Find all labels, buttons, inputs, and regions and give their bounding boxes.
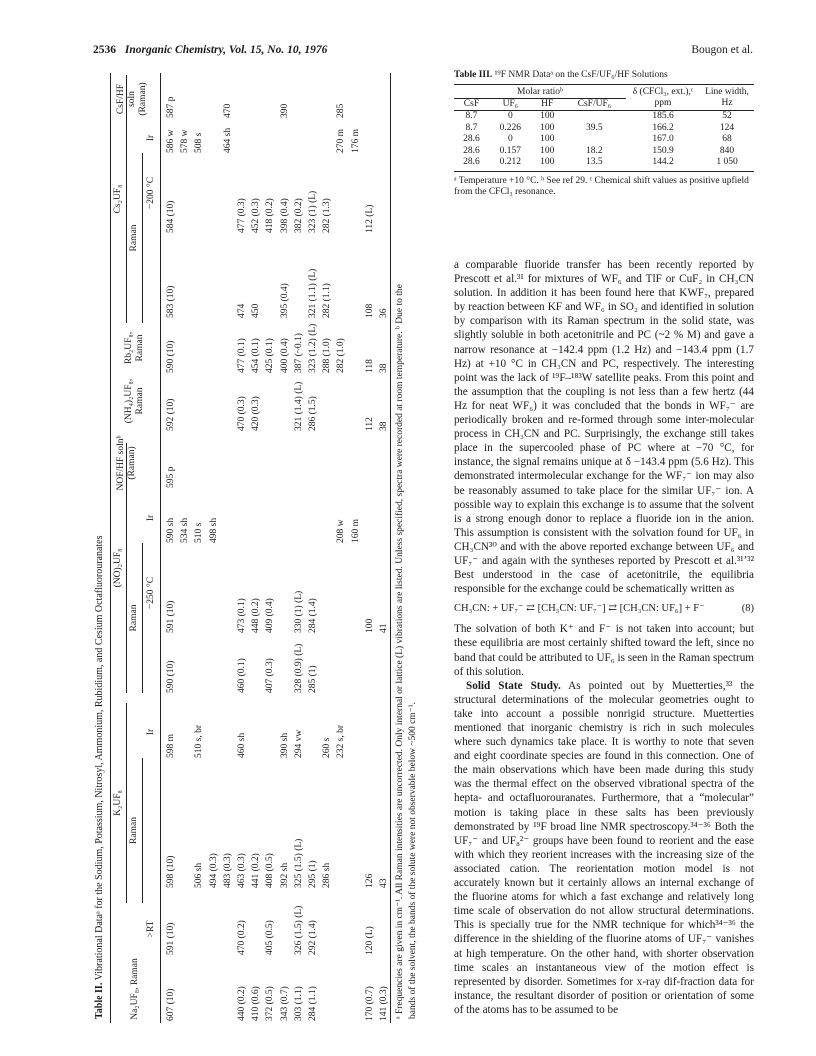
col-header-nof-hf: NOF/HF solnᵇ (Raman) xyxy=(116,435,137,491)
table-2-cell: 508 s xyxy=(194,132,205,153)
table-2-cell: 454 (0.1) xyxy=(251,338,262,373)
table-2-cell: 382 (0.2) xyxy=(293,198,304,233)
equation-8 xyxy=(454,602,754,616)
table-2-cell: 390 xyxy=(279,103,290,118)
table-2-cell: 325 (1.5) (L) xyxy=(293,838,304,888)
body-text xyxy=(454,258,754,1017)
table-2-cell: 387 (~0.1) xyxy=(293,333,304,373)
table-2-cell: 323 (1) (L) xyxy=(308,190,318,233)
table-2-cell: 288 (1.0) xyxy=(322,338,333,373)
raman-rule-cs xyxy=(142,153,143,323)
table-2-cell: 38 xyxy=(379,363,389,373)
section-heading-solid-state: Solid State Study. xyxy=(466,679,561,692)
table-2-cell: 284 (1.1) xyxy=(308,986,318,1021)
table-2-cell: 410 (0.6) xyxy=(251,986,262,1021)
table-row xyxy=(454,111,754,123)
table-2-cell: 392 sh xyxy=(279,862,290,888)
table-2-header-rule xyxy=(160,73,161,1023)
raman-header-cs: Raman xyxy=(129,224,139,252)
col-header-nh4: (NH₄)₂UF₈, Raman xyxy=(124,378,145,424)
raman-header-no: Raman xyxy=(129,604,139,632)
table-2-cell: 506 sh xyxy=(194,862,205,888)
table-2-cell: 232 s, br xyxy=(336,725,347,758)
table-2-cell: 41 xyxy=(379,623,389,633)
table-2-cell: 425 (0.1) xyxy=(265,338,276,373)
group-header-no2uf8: (NO)₂UF₈ xyxy=(113,548,123,588)
table-cell: 8.7 xyxy=(465,122,478,133)
table-2-cell: 452 (0.3) xyxy=(251,198,262,233)
table-2-cell: 400 (0.4) xyxy=(279,338,290,373)
table-2-cell: 463 (0.3) xyxy=(237,853,247,888)
table-2-cell: 323 (1.2) (L) xyxy=(308,323,318,373)
csf-header: CsF xyxy=(454,99,489,111)
table-cell xyxy=(563,134,626,146)
table-2-cell: 390 sh xyxy=(279,732,290,758)
table-cell: 0.157 xyxy=(499,145,522,156)
paragraph-solid-state-text: As pointed out by Muetterties,³³ the structural determinations of the molecular geometries ought to take into account a possible nonrigid structure. Muetterties mentioned that inorganic chemistry is rich in such molecules where such dynamics take place. It is worthy to note that seven and eight coordinate species are found in this connection. One of the main observations which have been made during this study was the thermal effect on the observed vibrational spectra of the hepta- and octafluorouranates. Furthermore, that a “molecular” motion is taking place in these salts has been previously demonstrated by ¹⁹F broad line NMR spectroscopy.³⁴⁻³⁶ Both the UF₇⁻ and UF₈²⁻ groups have been found to reorient and the ease with which they reorient increases with the increasing size of the associated cation. The reorientation motion model is not accurately known but it certainly allows an internal exchange of the fluorine atoms for which a fast exchange and relatively long time scale of observation do not allow structural determinations. This is specially true for the NMR technique for which³⁴⁻³⁶ the difference in the shielding of the fluorine atoms of UF₇⁻ vanishes at high temperature. On the other hand, with shorter observation time scales an instantaneous view of the motion effect is represented by disorder. Sometimes for x-ray dif-fraction data for instance, the resultant disorder of position or orientation of some of the atoms has to be assumed to be xyxy=(454,679,754,1016)
table-2-cell: 108 xyxy=(364,303,375,318)
table-2-cell: 372 (0.5) xyxy=(265,986,276,1021)
raman-rule-no xyxy=(142,543,143,693)
table-cell: 18.2 xyxy=(586,145,603,156)
paragraph-solvation: The solvation of both K⁺ and F⁻ is not taken into account; but these equilibria are most certainly shifted toward the left, since no band that could be attributed to UF₆ is seen in the Raman spectrum of this solution. xyxy=(454,623,754,678)
table-cell: 100 xyxy=(540,122,555,133)
group-rule-k2uf8 xyxy=(126,703,127,903)
table-2-bottom-rule xyxy=(390,73,391,1023)
table-2-cell: 470 (0.2) xyxy=(237,920,247,955)
table-3-body xyxy=(454,111,754,169)
table-2-cell: 494 (0.3) xyxy=(208,853,219,888)
table-cell: 100 xyxy=(540,157,555,167)
col-header-cs-ir: Ir xyxy=(146,134,156,142)
table-2-cell: 260 s xyxy=(322,737,333,758)
csf-uf6-header: CsF/UF₆ xyxy=(563,99,626,111)
page-number: 2536 xyxy=(93,44,116,56)
table-2-cell: 270 m xyxy=(336,128,347,153)
col-header-k2-ir: Ir xyxy=(146,728,156,736)
table-2-cell: 586 w xyxy=(166,129,176,153)
running-authors: Bougon et al. xyxy=(691,44,753,56)
table-2-cell: 292 (1.4) xyxy=(308,920,318,955)
linewidth-header: Line width, Hz xyxy=(705,86,749,108)
table-2-cell: 328 (0.9) (L) xyxy=(293,643,304,693)
hf-header: HF xyxy=(532,99,563,111)
col-header-na2uf8: Na₂UF₈, Raman xyxy=(130,958,140,1020)
table-2-cell: 510 s, br xyxy=(194,725,205,758)
molar-ratio-header: Molar ratioᵇ xyxy=(517,87,563,97)
col-header-cs-200: −200 °C xyxy=(146,176,156,210)
table-2-cell: 591 (10) xyxy=(166,922,176,955)
table-cell: 166.2 xyxy=(652,122,674,133)
table-2-label: Table II. xyxy=(94,982,105,1019)
table-3 xyxy=(454,70,754,199)
running-header xyxy=(93,44,753,60)
table-2-cell: 598 (10) xyxy=(166,855,176,888)
table-2-cell: 583 (10) xyxy=(166,285,176,318)
col-header-rb: Rb₂UF₈, Raman xyxy=(124,331,145,365)
table-2-cell: 464 sh xyxy=(222,127,233,153)
table-cell: 52 xyxy=(722,111,732,121)
equation-text: CH₃CN: + UF₇⁻ ⇄ [CH₃CN: UF₇⁻] ⇄ [CH₃CN: UF₆] + F⁻ xyxy=(454,603,705,615)
table-2-caption xyxy=(94,535,105,1019)
table-2-cell: 282 (1.1) xyxy=(322,283,333,318)
table-2-cell: 590 sh xyxy=(166,517,176,543)
table-cell: 0.212 xyxy=(499,157,522,167)
table-2-cell: 321 (1.1) (L) xyxy=(308,268,318,318)
raman-header-k2: Raman xyxy=(129,817,139,844)
table-cell: 167.0 xyxy=(652,134,674,144)
table-3-footnote: ᵃ Temperature +10 °C. ᵇ See ref 29. ᶜ Chemical shift values as positive upfield from the CFCl₃ resonance. xyxy=(454,175,749,197)
table-cell: 28.6 xyxy=(463,157,480,167)
table-2-cell: 441 (0.2) xyxy=(251,853,262,888)
table-2-cell: 584 (10) xyxy=(166,200,176,233)
table-cell: 0 xyxy=(507,111,513,121)
table-2-cell: 440 (0.2) xyxy=(237,986,247,1021)
journal-citation: Inorganic Chemistry, Vol. 15, No. 10, 1976 xyxy=(124,44,328,56)
table-2-cell: 284 (1.4) xyxy=(308,598,318,633)
table-cell: 8.7 xyxy=(465,111,478,121)
table-2-cell: 118 xyxy=(364,359,375,373)
table-2-footnote-a: ᵃ Frequencies are given in cm⁻¹. All Raman intensities are uncorrected. Only internal or lattice (L) vibrations are listed. Unless specified, spectra were recorded at room temperature. ᵇ Due to the xyxy=(395,284,405,1019)
table-2-cell: 330 (1) (L) xyxy=(293,590,304,633)
table-row xyxy=(454,146,754,158)
paragraph-solid-state xyxy=(454,679,754,1017)
table-2-cell: 405 (0.5) xyxy=(265,920,276,955)
table-2-cell: 294 vw xyxy=(293,729,304,758)
paragraph-fluoride-transfer: a comparable fluoride transfer has been recently reported by Prescott et al.³¹ for mixtures of WF₆ and TlF or CuF₂ in CH₃CN solution. In addition it has been found here that KWF₇, prepared by reaction between KF and WF₆ in SO₂ and identified in solution by comparison with its Raman spectrum in the solid state, was slightly soluble in both acetonitrile and PC (~2 % M) and gave a narrow resonance at −142.4 ppm (1.2 Hz) and −143.4 ppm (1.7 Hz) at +10 °C in CH₃CN and PC, respectively. The interesting point was the lack of ¹⁹F–¹⁸³W satellite peaks. From this point and the assumption that the coupling is not less than a few hertz (44 Hz for neat WF₆) it was concluded that the bonds in WF₇⁻ are periodically broken and re-formed through some inter-molecular process in CH₃CN and PC. Surprisingly, the exchange still takes place in the supercooled phase of PC where at −70 °C, for instance, the signal remains unique at δ −143.4 ppm (5.6 Hz). This demonstrated intermolecular exchange for the WF₇⁻ ion may also be reasonably assumed to take place for the similar UF₇⁻ ion. A possible way to explain this exchange is to assume that the solvent is a strong enough donor to replace a fluoride ion in the anion. This assumption is consistent with the solvation found for UF₆ in CH₃CN³⁰ and with the above reported exchange between UF₆ and UF₇⁻ and again with the syntheses reported by Prescott et al.³¹ʼ³² Best understood in the case of acetonitrile, the equilibria responsible for the exchange could be schematically written as xyxy=(454,259,754,596)
table-2-top-rule xyxy=(110,73,111,1023)
table-2-cell: 460 sh xyxy=(237,732,247,758)
table-2-title: Vibrational Dataᵃ for the Sodium, Potassium, Nitrosyl, Ammonium, Rubidium, and Cesium Octafluorouranates xyxy=(94,535,105,981)
table-2-cell: 607 (10) xyxy=(166,988,176,1021)
table-cell: 0 xyxy=(507,134,513,144)
table-cell: 100 xyxy=(540,111,555,121)
table-2-cell: 120 (L) xyxy=(364,926,375,955)
table-2-cell: 418 (0.2) xyxy=(265,198,276,233)
table-3-label: Table III. xyxy=(454,70,493,80)
table-2-cell: 170 (0.7) xyxy=(364,986,375,1021)
table-2-cell: 470 xyxy=(222,103,233,118)
table-cell: 144.2 xyxy=(652,157,674,167)
uf6-header: UF₆ xyxy=(489,99,532,111)
col-header-no-250: −250 °C xyxy=(146,576,156,610)
table-2-cell: 285 (1) xyxy=(308,665,318,693)
table-3-grid xyxy=(454,84,754,169)
table-2-cell: 326 (1.5) (L) xyxy=(293,905,304,955)
table-2-cell: 477 (0.3) xyxy=(237,198,247,233)
table-cell: 124 xyxy=(719,122,735,133)
table-2-cell: 483 (0.3) xyxy=(222,853,233,888)
table-cell: 100 xyxy=(540,134,555,144)
col-header-csf-hf: CsF/HF soln (Raman) xyxy=(116,82,148,116)
table-2-cell: 321 (1.4) (L) xyxy=(293,381,304,431)
table-2-cell: 474 xyxy=(237,303,247,318)
col-header-k2-rt: >RT xyxy=(146,920,156,938)
table-2-cell: 460 (0.1) xyxy=(237,658,247,693)
group-header-k2uf8: K₂UF₈ xyxy=(113,790,123,816)
table-3-bottom-rule xyxy=(454,171,754,172)
table-3-caption xyxy=(454,70,754,80)
table-2-cell: 534 sh xyxy=(180,517,191,543)
table-2-cell: 473 (0.1) xyxy=(237,598,247,633)
table-2-cell: 587 p xyxy=(166,96,176,118)
table-2-cell: 141 (0.3) xyxy=(379,986,389,1021)
col-header-no-ir: Ir xyxy=(146,514,156,522)
table-2-cell: 160 m xyxy=(350,518,361,543)
table-cell: 0.226 xyxy=(499,122,522,133)
table-2-cell: 176 m xyxy=(350,128,361,153)
table-2-cell: 591 (10) xyxy=(166,600,176,633)
table-cell: 28.6 xyxy=(463,134,480,144)
table-3-title: ¹⁹F NMR Dataᵃ on the CsF/UF₆/HF Solutions xyxy=(494,70,668,80)
table-2-cell: 208 w xyxy=(336,519,347,543)
table-cell: 150.9 xyxy=(652,145,674,156)
table-2-cell: 100 xyxy=(364,618,375,633)
table-2-cell: 43 xyxy=(379,878,389,888)
table-2-cell: 112 xyxy=(364,417,375,431)
table-2-cell: 448 (0.2) xyxy=(251,598,262,633)
table-2-cell: 590 (10) xyxy=(166,340,176,373)
table-2-footnote-b: bands of the solvent, the bands of the solute were not observable below ~500 cm⁻¹. xyxy=(408,702,418,1019)
table-row xyxy=(454,123,754,135)
table-2-cell: 38 xyxy=(379,421,389,431)
table-2-cell: 285 xyxy=(336,103,347,118)
table-cell: 100 xyxy=(540,145,555,156)
table-2-cell: 409 (0.4) xyxy=(265,598,276,633)
table-2-cell: 303 (1.1) xyxy=(293,986,304,1021)
table-row xyxy=(454,134,754,146)
table-2-cell: 578 w xyxy=(180,129,191,153)
group-header-cs2uf8: Cs₂UF₈ xyxy=(113,184,123,214)
table-cell: 840 xyxy=(719,145,735,156)
table-2-cell: 470 (0.3) xyxy=(237,396,247,431)
table-cell: 13.5 xyxy=(586,157,603,167)
equation-number: (8) xyxy=(741,603,754,615)
table-2-cell: 282 (1.3) xyxy=(322,198,333,233)
table-2-cell: 286 (1.5) xyxy=(308,396,318,431)
table-2-cell: 295 (1) xyxy=(308,860,318,888)
table-2 xyxy=(90,73,426,1023)
table-2-cell: 598 m xyxy=(166,733,176,758)
table-2-cell: 420 (0.3) xyxy=(251,396,262,431)
table-2-cell: 450 xyxy=(251,303,262,318)
table-cell: 1 050 xyxy=(716,157,738,167)
table-2-cell: 36 xyxy=(379,308,389,318)
table-2-cell: 407 (0.3) xyxy=(265,658,276,693)
table-cell: 68 xyxy=(722,134,732,144)
table-2-cell: 343 (0.7) xyxy=(279,986,290,1021)
table-2-cell: 477 (0.1) xyxy=(237,338,247,373)
table-cell: 28.6 xyxy=(463,145,480,156)
table-2-cell: 398 (0.4) xyxy=(279,198,290,233)
table-cell: 185.6 xyxy=(652,111,674,121)
table-2-cell: 286 sh xyxy=(322,862,333,888)
table-2-cell: 498 sh xyxy=(208,517,219,543)
raman-rule-k2 xyxy=(142,758,143,903)
table-cell: 39.5 xyxy=(586,122,603,133)
table-2-cell: 590 (10) xyxy=(166,660,176,693)
table-cell xyxy=(563,111,626,123)
table-2-cell: 395 (0.4) xyxy=(279,283,290,318)
table-2-cell: 282 (1.0) xyxy=(336,338,347,373)
table-2-cell: 595 p xyxy=(166,466,176,488)
table-2-cell: 510 s xyxy=(194,522,205,543)
shift-header: δ (CFCl₃, ext.),ᶜ ppm xyxy=(632,86,694,108)
table-2-cell: 592 (10) xyxy=(166,398,176,431)
table-2-cell: 408 (0.5) xyxy=(265,853,276,888)
table-2-cell: 126 xyxy=(364,873,375,888)
table-2-cell: 112 (L) xyxy=(364,204,375,233)
table-row xyxy=(454,157,754,169)
